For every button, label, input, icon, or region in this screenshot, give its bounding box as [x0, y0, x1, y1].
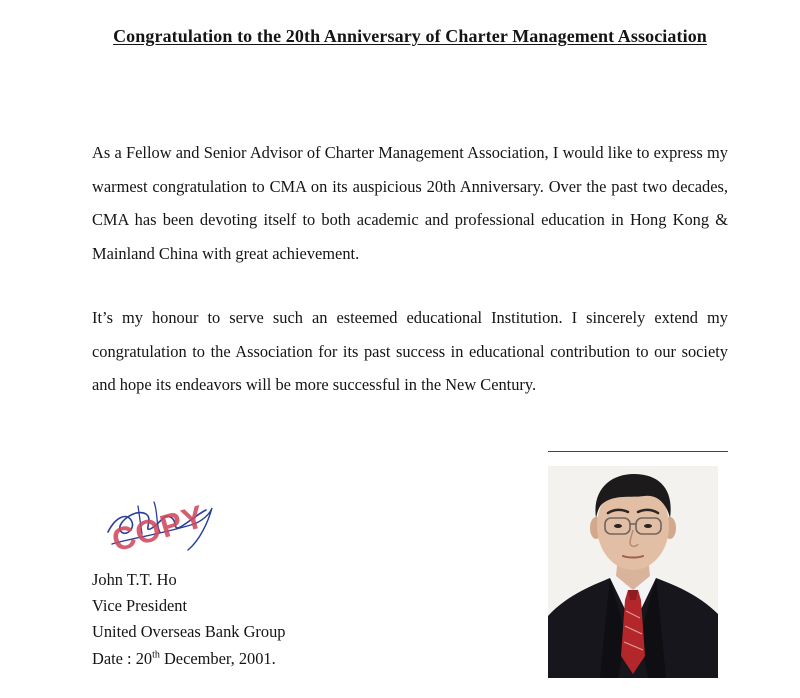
signature-block	[92, 567, 285, 672]
signatory-name: John T.T. Ho	[92, 570, 177, 589]
signatory-position: Vice President	[92, 596, 188, 616]
paragraph-2: It’s my honour to serve such an esteemed educational Institution. I sincerely extend my congratulation to the Association for its past success in educational contribution to our society and hope its endeavors will be more successful in the New Century.	[92, 308, 728, 395]
portrait-photo	[548, 466, 718, 678]
handwritten-signature	[102, 488, 222, 558]
photo-top-rule	[548, 451, 728, 452]
paragraph-1: As a Fellow and Senior Advisor of Charter Management Association, I would like to express my warmest congratulation to CMA on its auspicious 20th Anniversary. Over the past two decades, CMA has been devoting itself to both academic and professional education in Hong Kong & Mainland China with great achievement.	[92, 143, 728, 263]
date-ordinal-suffix: th	[152, 649, 160, 661]
portrait-illustration	[548, 466, 718, 678]
svg-text:COPY: COPY	[107, 497, 209, 558]
date-prefix: Date : 20	[92, 648, 153, 668]
letter-title: Congratulation to the 20th Anniversary of Charter Management Association	[113, 26, 707, 46]
date-rest: December, 2001.	[159, 648, 276, 668]
copy-stamp	[108, 498, 209, 558]
signatory-organization: United Overseas Bank Group	[92, 622, 286, 642]
signature-with-copy-stamp	[102, 488, 222, 558]
letter-date	[92, 646, 285, 672]
